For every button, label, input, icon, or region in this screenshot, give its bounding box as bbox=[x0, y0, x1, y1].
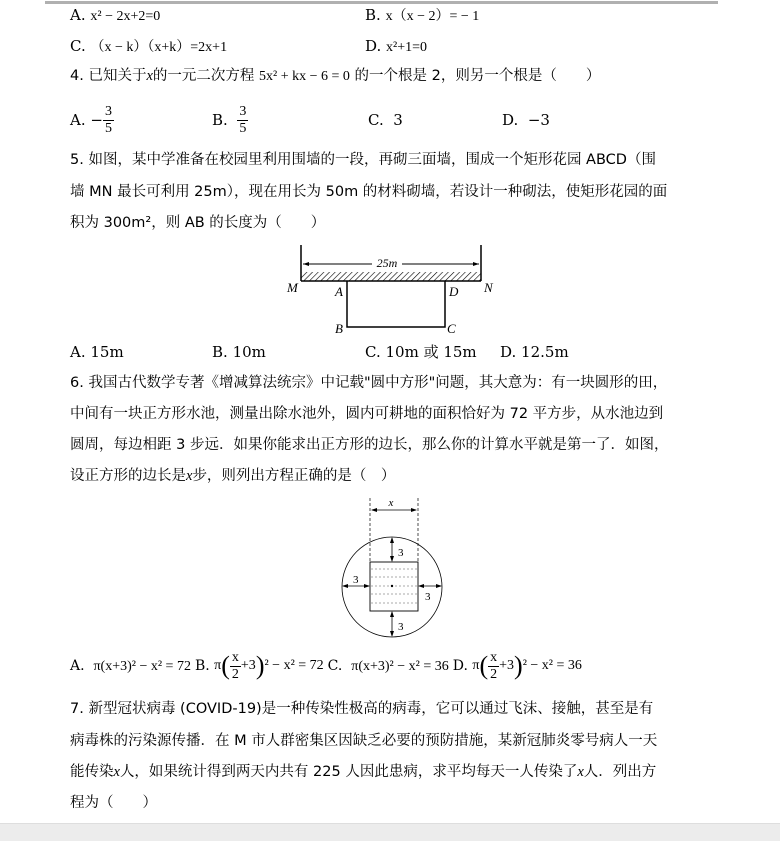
q5-stem-line1 bbox=[70, 150, 656, 170]
math-var: x bbox=[113, 764, 120, 780]
option-value: 10m 或 15m bbox=[385, 343, 477, 361]
denominator: 2 bbox=[490, 666, 498, 682]
q6-stem-line3: 圆周，每边相距 3 步远．如果你能求出正方形的边长，那么你的计算水平就是第一了．如图， bbox=[70, 437, 669, 453]
arrowhead bbox=[411, 508, 417, 512]
wall-mn-hatched bbox=[301, 272, 481, 281]
q5-option-d[interactable] bbox=[500, 342, 569, 362]
arrowhead bbox=[418, 584, 424, 588]
minus-sign: − bbox=[90, 111, 103, 129]
left-paren: ( bbox=[479, 651, 489, 680]
arrowhead bbox=[390, 611, 394, 617]
q6-stem-line2: 中间有一块正方形水池，测量出除水池外，圆内可耕地的面积恰好为 72 平方步，从水池边到 bbox=[70, 406, 664, 422]
equation: 5x² + kx − 6 = 0 bbox=[259, 69, 350, 84]
denominator: 5 bbox=[239, 120, 247, 136]
option-value: 12.5m bbox=[521, 343, 569, 361]
stem-text: 如图，某中学准备在校园里利用围墙的一段，再砌三面墙，围成一个矩形花园 ABCD（围 bbox=[88, 152, 656, 168]
option-label: A. bbox=[70, 111, 86, 129]
arrowhead bbox=[390, 631, 394, 637]
q5-option-a[interactable] bbox=[70, 342, 124, 362]
q7-stem-line1 bbox=[70, 699, 653, 719]
arrowhead-right bbox=[473, 262, 479, 266]
q3-option-c[interactable] bbox=[70, 36, 227, 58]
option-label: A. bbox=[70, 343, 86, 361]
q3-option-d[interactable] bbox=[365, 36, 427, 58]
label-a: A bbox=[335, 284, 343, 299]
label-n: N bbox=[484, 280, 493, 295]
garden-abcd bbox=[347, 281, 445, 327]
option-label: C. bbox=[327, 657, 343, 674]
pi-symbol: π bbox=[214, 658, 222, 673]
denominator: 2 bbox=[231, 666, 239, 682]
expr-tail: ² − x² = 72 bbox=[264, 658, 324, 673]
fraction bbox=[237, 104, 248, 137]
label-b: B bbox=[335, 321, 343, 336]
q6-circle-square-figure bbox=[320, 490, 460, 650]
arrowhead bbox=[364, 584, 370, 588]
q6-stem-line1 bbox=[70, 373, 667, 393]
arrowhead bbox=[390, 556, 394, 562]
gap-label-left: 3 bbox=[353, 574, 359, 586]
q7-stem-line4: 程为（ ） bbox=[70, 795, 157, 811]
q7-stem-line3 bbox=[70, 762, 656, 782]
q3-option-a[interactable] bbox=[70, 5, 160, 27]
option-label: B. bbox=[365, 6, 381, 24]
q5-option-b[interactable] bbox=[212, 342, 266, 362]
arrowhead bbox=[436, 584, 442, 588]
option-value: 3 bbox=[393, 111, 403, 129]
label-c: C bbox=[447, 321, 456, 336]
fraction bbox=[103, 104, 114, 137]
center-dot bbox=[391, 585, 393, 587]
option-expr: π(x+3)² − x² = 72 bbox=[93, 658, 191, 674]
q6-option-b[interactable] bbox=[195, 650, 324, 683]
q6-options-row bbox=[70, 646, 582, 686]
option-expr: （x − k）（x+k）=2x+1 bbox=[90, 40, 228, 55]
stem-text: 人．列出方 bbox=[583, 764, 657, 780]
option-value: −3 bbox=[527, 111, 550, 129]
option-label: A. bbox=[70, 657, 85, 674]
left-paren: ( bbox=[221, 651, 230, 680]
question-number: 7. bbox=[70, 701, 84, 717]
math-var: x bbox=[577, 764, 584, 780]
numerator: 3 bbox=[104, 103, 112, 119]
wall-length-label: 25m bbox=[376, 256, 398, 270]
stem-text: 已知关于 bbox=[88, 68, 147, 84]
option-label: C. bbox=[70, 37, 86, 55]
stem-text: 人，如果统计得到两天内共有 225 人因此患病，求平均每天一人传染了 bbox=[119, 764, 578, 780]
stem-text: 设正方形的边长是 bbox=[70, 468, 186, 484]
math-var: x bbox=[146, 68, 153, 84]
option-label: D. bbox=[500, 343, 517, 361]
fraction bbox=[230, 650, 241, 683]
gap-label-right: 3 bbox=[425, 591, 431, 603]
top-divider bbox=[45, 1, 718, 4]
option-label: D. bbox=[452, 658, 468, 674]
page-footer-bar bbox=[0, 823, 780, 841]
stem-text: 的一个根是 2，则另一个根是（ ） bbox=[354, 68, 601, 84]
option-expr: x（x − 2）= − 1 bbox=[385, 9, 480, 24]
option-label: B. bbox=[212, 343, 228, 361]
q6-stem-line4 bbox=[70, 466, 395, 486]
option-label: C. bbox=[365, 343, 381, 361]
option-label: C. bbox=[368, 111, 384, 129]
right-paren: ) bbox=[255, 651, 265, 680]
gap-label-top: 3 bbox=[398, 547, 404, 559]
option-expr: x² − 2x+2=0 bbox=[90, 9, 161, 24]
numerator: x bbox=[490, 649, 498, 665]
q4-option-b[interactable] bbox=[212, 100, 248, 140]
question-number: 6. bbox=[70, 375, 84, 391]
q3-option-b[interactable] bbox=[365, 5, 479, 27]
expr-part: +3 bbox=[499, 658, 515, 673]
numerator: x bbox=[231, 649, 239, 665]
square-pond bbox=[370, 562, 418, 611]
q6-option-a[interactable] bbox=[70, 656, 191, 677]
expr-tail: ² − x² = 36 bbox=[522, 658, 582, 673]
q4-option-c[interactable] bbox=[368, 110, 403, 130]
q6-option-d[interactable] bbox=[453, 650, 582, 683]
arrowhead-left bbox=[303, 262, 309, 266]
stem-text: 能传染 bbox=[70, 764, 114, 780]
question-number: 5. bbox=[70, 152, 84, 168]
gap-label-bottom: 3 bbox=[398, 621, 404, 633]
option-value: 15m bbox=[90, 343, 124, 361]
option-label: A. bbox=[70, 6, 86, 24]
denominator: 5 bbox=[104, 120, 112, 136]
stem-text: 的一元二次方程 bbox=[152, 68, 255, 84]
q4-stem bbox=[70, 66, 600, 87]
expr-part: +3 bbox=[240, 658, 256, 673]
q5-stem-line3: 积为 300m²，则 AB 的长度为（ ） bbox=[70, 215, 326, 231]
q4-option-a[interactable] bbox=[70, 100, 114, 140]
right-paren: ) bbox=[514, 651, 523, 680]
stem-text: 步，则列出方程正确的是（ ） bbox=[192, 468, 396, 484]
question-number: 4. bbox=[70, 68, 84, 84]
label-d: D bbox=[449, 284, 459, 299]
label-m: M bbox=[287, 280, 298, 295]
math-var: x bbox=[186, 468, 193, 484]
q7-stem-line2: 病毒株的污染源传播．在 M 市人群密集区因缺乏必要的预防措施，某新冠肺炎零号病人一天 bbox=[70, 733, 658, 749]
fraction bbox=[488, 650, 499, 683]
q5-stem-line2: 墙 MN 最长可利用 25m），现在用长为 50m 的材料砌墙，若设计一种砌法，使矩形花园的面 bbox=[70, 184, 668, 200]
option-expr: x²+1=0 bbox=[386, 40, 428, 55]
q5-option-c[interactable] bbox=[365, 342, 477, 362]
arrowhead bbox=[390, 537, 394, 543]
stem-text: 我国古代数学专著《增减算法统宗》中记载"圆中方形"问题，其大意为：有一块圆形的田， bbox=[88, 375, 668, 391]
arrowhead bbox=[371, 508, 377, 512]
q6-option-c[interactable] bbox=[328, 656, 449, 677]
stem-text: 新型冠状病毒 (COVID-19)是一种传染性极高的病毒，它可以通过飞沫、接触，甚至是有 bbox=[88, 701, 654, 717]
option-expr: π(x+3)² − x² = 36 bbox=[351, 658, 449, 674]
pi-symbol: π bbox=[472, 658, 480, 673]
q4-option-d[interactable] bbox=[502, 110, 550, 130]
q5-garden-figure bbox=[270, 235, 510, 340]
side-label-x: x bbox=[388, 497, 394, 509]
option-value: 10m bbox=[232, 343, 266, 361]
option-label: D. bbox=[365, 37, 382, 55]
option-label: B. bbox=[212, 111, 228, 129]
arrowhead bbox=[342, 584, 348, 588]
numerator: 3 bbox=[239, 103, 247, 119]
option-label: D. bbox=[502, 111, 519, 129]
option-label: B. bbox=[194, 658, 210, 674]
